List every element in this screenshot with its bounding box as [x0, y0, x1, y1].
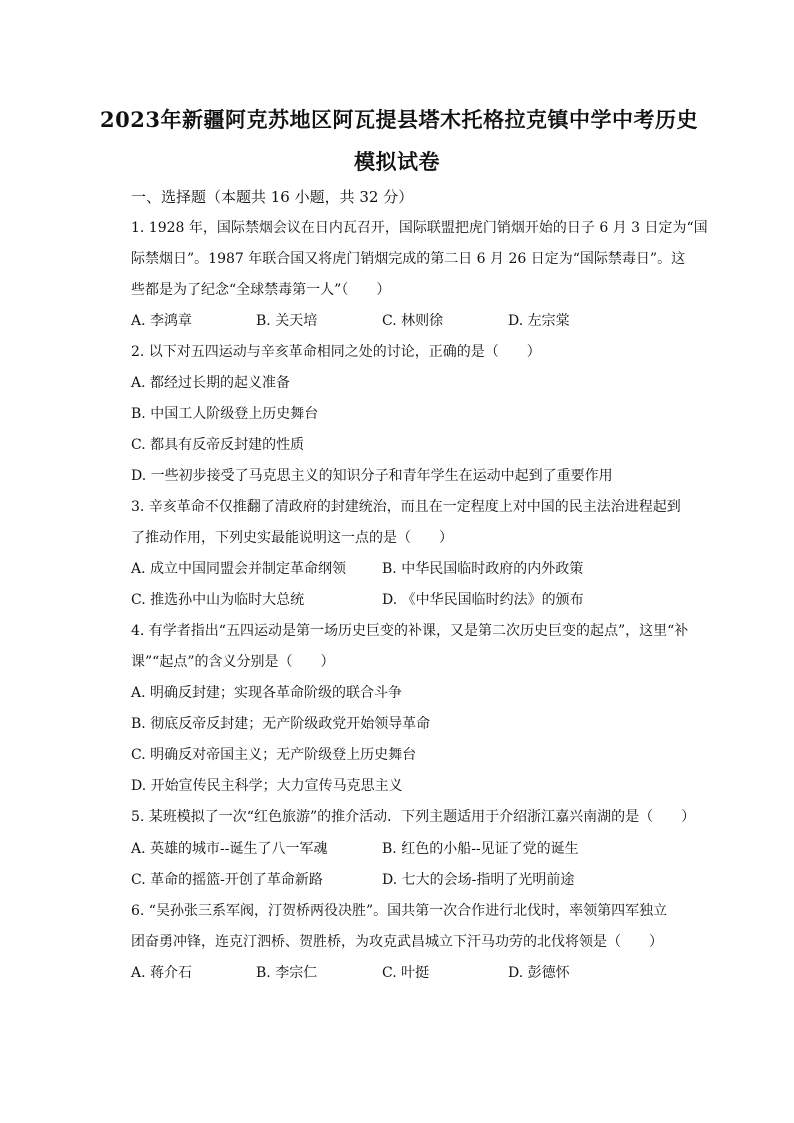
option-d[interactable]: D. 《中华民国临时约法》的颁布	[382, 592, 584, 608]
option-b[interactable]: B. 李宗仁	[256, 965, 318, 981]
option-b[interactable]: B. 关天培	[256, 313, 318, 329]
question-text: 课”“起点”的含义分别是（ ）	[131, 654, 335, 670]
option-d[interactable]: D. 开始宣传民主科学；大力宣传马克思主义	[131, 778, 403, 794]
option-c[interactable]: C. 叶挺	[382, 965, 430, 981]
option-d[interactable]: D. 左宗棠	[508, 313, 570, 329]
option-d[interactable]: D. 一些初步接受了马克思主义的知识分子和青年学生在运动中起到了重要作用	[131, 468, 613, 484]
option-a[interactable]: A. 蒋介石	[131, 965, 193, 981]
option-b[interactable]: B. 彻底反帝反封建；无产阶级政党开始领导革命	[131, 716, 431, 732]
option-d[interactable]: D. 彭德怀	[508, 965, 570, 981]
option-b[interactable]: B. 中国工人阶级登上历史舞台	[131, 406, 319, 422]
exam-title-line2: 模拟试卷	[354, 149, 440, 174]
option-c[interactable]: C. 都具有反帝反封建的性质	[131, 437, 305, 453]
question-text: 5. 某班模拟了一次“红色旅游”的推介活动．下列主题适用于介绍浙江嘉兴南湖的是（ ）	[131, 809, 696, 825]
option-b[interactable]: B. 中华民国临时政府的内外政策	[382, 561, 584, 577]
option-d[interactable]: D. 七大的会场-指明了光明前途	[382, 872, 575, 888]
option-a[interactable]: A. 都经过长期的起义准备	[131, 375, 291, 391]
option-a[interactable]: A. 英雄的城市--诞生了八一军魂	[131, 841, 328, 857]
question-text: 2. 以下对五四运动与辛亥革命相同之处的讨论，正确的是（ ）	[131, 344, 541, 360]
option-b[interactable]: B. 红色的小船--见证了党的诞生	[382, 841, 579, 857]
question-text: 1. 1928 年，国际禁烟会议在日内瓦召开，国际联盟把虎门销烟开始的日子 6 月 3 日定为“国	[131, 220, 708, 236]
section-heading: 一、选择题（本题共 16 小题，共 32 分）	[131, 188, 414, 206]
option-c[interactable]: C. 革命的摇篮-开创了革命新路	[131, 872, 323, 888]
question-text: 4. 有学者指出“五四运动是第一场历史巨变的补课，又是第二次历史巨变的起点”，这里“补	[131, 623, 689, 639]
question-text: 团奋勇冲锋，连克汀泗桥、贺胜桥，为攻克武昌城立下汗马功劳的北伐将领是（ ）	[131, 934, 663, 950]
question-text: 了推动作用，下列史实最能说明这一点的是（ ）	[131, 530, 453, 546]
exam-title-line1: 2023年新疆阿克苏地区阿瓦提县塔木托格拉克镇中学中考历史	[100, 107, 698, 132]
question-text: 3. 辛亥革命不仅推翻了清政府的封建统治，而且在一定程度上对中国的民主法治进程起到	[131, 499, 681, 515]
option-c[interactable]: C. 推选孙中山为临时大总统	[131, 592, 305, 608]
question-text: 6. “吴孙张三系军阀，汀贺桥两役决胜”。国共第一次合作进行北伐时，率领第四军独立	[131, 903, 668, 919]
option-a[interactable]: A. 李鸿章	[131, 313, 193, 329]
question-text: 际禁烟日”。1987 年联合国又将虎门销烟完成的第二日 6 月 26 日定为“国际禁毒日”。这	[131, 251, 686, 267]
option-c[interactable]: C. 明确反对帝国主义；无产阶级登上历史舞台	[131, 747, 417, 763]
question-text: 些都是为了纪念“全球禁毒第一人”（ ）	[131, 282, 391, 298]
option-a[interactable]: A. 成立中国同盟会并制定革命纲领	[131, 561, 347, 577]
option-a[interactable]: A. 明确反封建；实现各革命阶级的联合斗争	[131, 685, 403, 701]
option-c[interactable]: C. 林则徐	[382, 313, 444, 329]
